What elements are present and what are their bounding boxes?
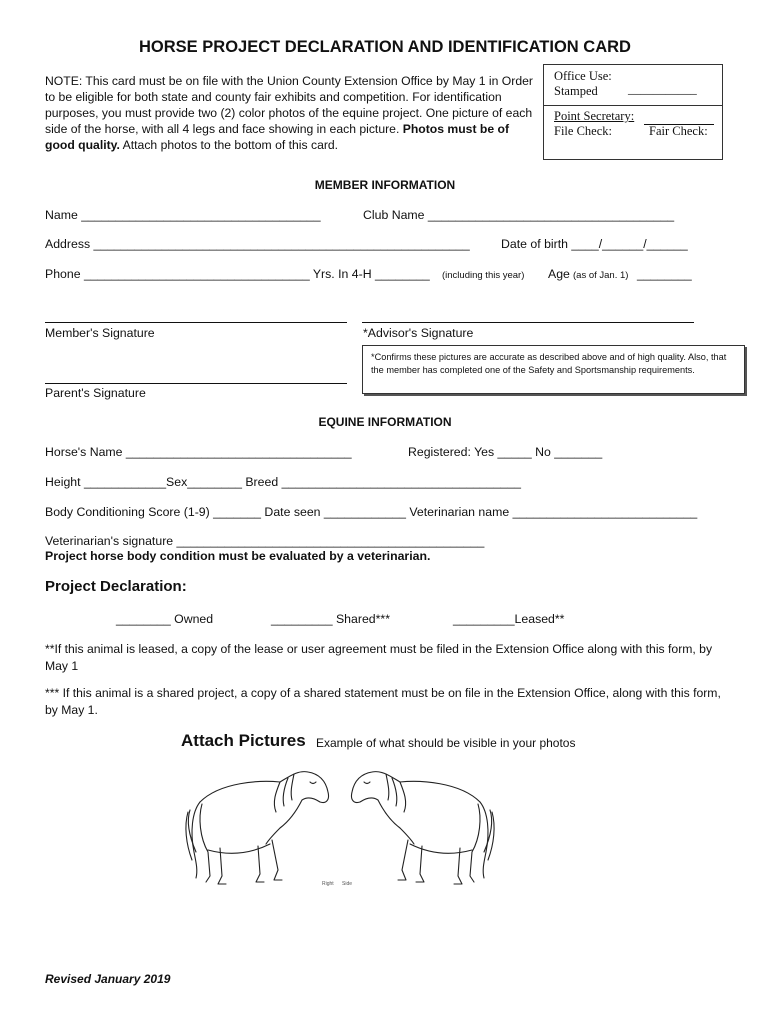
note-text: NOTE: This card must be on file with the Union County Extension Office by May 1 in Order to be eligible for both state and county fair exhibits and competition. For identification purposes, you must provide two (2) color photos of the equine project. One picture of each side of the horse, with all 4 legs and face showing in each picture.: [45, 74, 533, 136]
note-paragraph: [45, 73, 535, 153]
horse-right-icon: [351, 772, 494, 884]
age-note: (as of Jan. 1): [573, 270, 629, 281]
vet-signature-field[interactable]: Veterinarian's signature _____________________________________________: [45, 534, 485, 548]
parent-signature-label: Parent's Signature: [45, 386, 146, 400]
note-bold: Photos must be of good quality.: [45, 122, 510, 152]
office-divider: [544, 105, 722, 106]
leased-option[interactable]: _________Leased**: [453, 612, 565, 626]
owned-option[interactable]: ________ Owned: [116, 612, 214, 626]
leased-note: **If this animal is leased, a copy of the lease or user agreement must be filed in the Extension Office along with this form, by May 1: [45, 642, 713, 673]
address-field[interactable]: Address _______________________________________________________: [45, 237, 470, 251]
including-note: (including this year): [442, 270, 525, 281]
horse-name-field[interactable]: Horse's Name _________________________________: [45, 445, 352, 459]
project-declaration-heading: Project Declaration:: [45, 578, 187, 595]
advisor-confirm-text: *Confirms these pictures are accurate as described above and of high quality. Also, that the member has completed one of the Safety and Sportsmanship requirements.: [371, 352, 727, 375]
club-name-field[interactable]: Club Name ____________________________________: [363, 208, 675, 222]
height-sex-breed-field[interactable]: Height ____________Sex________ Breed ___________________________________: [45, 475, 521, 489]
horse-example-illustration: [180, 752, 500, 892]
advisor-signature-line[interactable]: [362, 322, 694, 323]
member-signature-line[interactable]: [45, 322, 347, 323]
equine-info-heading: EQUINE INFORMATION: [318, 415, 452, 429]
horse-caption-left: Right: [322, 881, 334, 887]
shared-note: *** If this animal is a shared project, a copy of a shared statement must be on file in the Extension Office, along with this form, by May 1.: [45, 686, 721, 717]
fair-check-label: Fair Check:: [649, 124, 708, 138]
revised-date: Revised January 2019: [45, 972, 171, 986]
office-use-label: Office Use:: [554, 69, 612, 83]
parent-signature-line[interactable]: [45, 383, 347, 384]
office-use-box: [543, 64, 723, 160]
phone-years-field[interactable]: Phone _________________________________ Yrs. In 4-H ________: [45, 267, 430, 281]
attach-pictures-heading: Attach Pictures: [181, 731, 306, 750]
age-label: Age: [548, 267, 570, 281]
horse-illustration-svg: [180, 752, 500, 892]
name-field[interactable]: Name ___________________________________: [45, 208, 321, 222]
note-tail: Attach photos to the bottom of this card.: [119, 138, 339, 152]
page-title: HORSE PROJECT DECLARATION AND IDENTIFICATION CARD: [139, 38, 631, 56]
point-secretary-label: Point Secretary:: [554, 109, 635, 123]
bcs-date-vet-field[interactable]: Body Conditioning Score (1-9) _______ Date seen ____________ Veterinarian name ___________________________: [45, 505, 698, 519]
date-of-birth-field[interactable]: Date of birth ____/______/______: [501, 237, 688, 251]
registered-field[interactable]: Registered: Yes _____ No _______: [408, 445, 603, 459]
age-field[interactable]: ________: [637, 267, 692, 281]
stamped-label: Stamped: [554, 84, 598, 98]
file-check-label: File Check:: [554, 124, 612, 138]
horse-left-icon: [186, 772, 329, 884]
advisor-confirm-box: [362, 345, 745, 394]
shared-option[interactable]: _________ Shared***: [271, 612, 390, 626]
member-signature-label: Member's Signature: [45, 326, 155, 340]
stamped-blank[interactable]: ___________: [628, 82, 697, 96]
member-info-heading: MEMBER INFORMATION: [314, 178, 456, 192]
horse-caption-right: Side: [342, 881, 353, 887]
attach-pictures-subtitle: Example of what should be visible in your photos: [316, 736, 576, 750]
vet-evaluation-note: Project horse body condition must be evaluated by a veterinarian.: [45, 549, 431, 563]
advisor-signature-label: *Advisor's Signature: [363, 326, 474, 340]
